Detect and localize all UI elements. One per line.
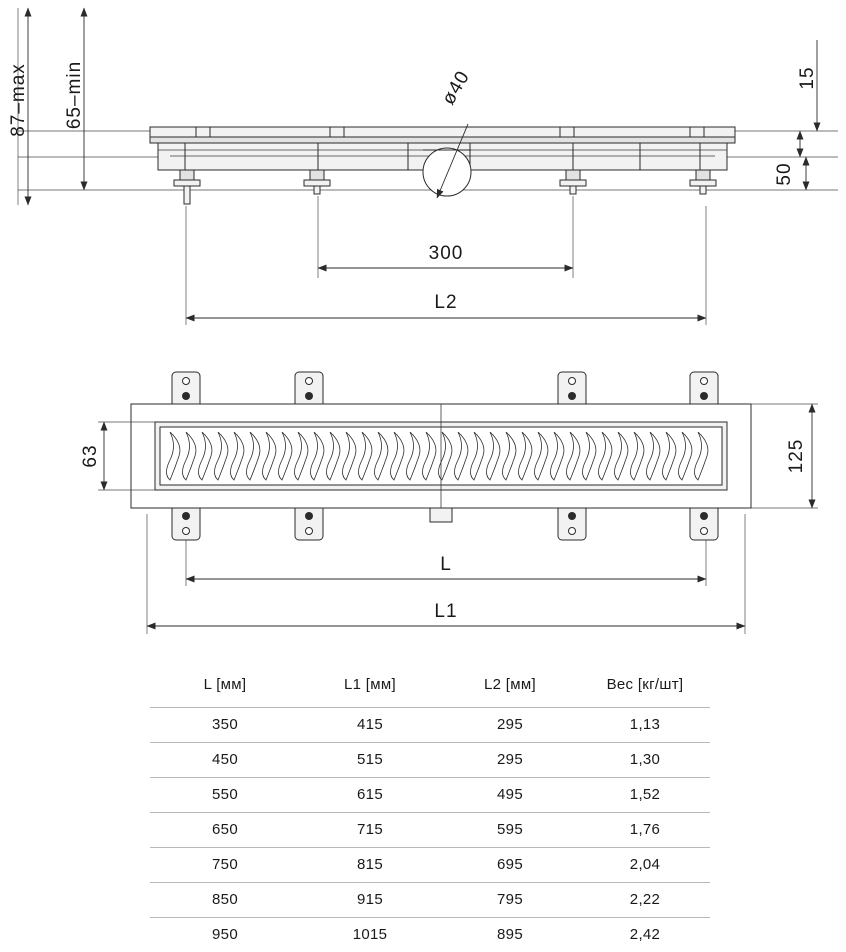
- dim-outlet-offset: 300: [429, 243, 464, 264]
- outlet-stub: [430, 508, 452, 522]
- table-row: [150, 918, 710, 952]
- side-view-group: [8, 8, 838, 325]
- cell-weight: 1,13: [580, 708, 710, 743]
- cell-weight: 1,76: [580, 813, 710, 848]
- table-row: [150, 708, 710, 743]
- cell-l: 450: [150, 743, 300, 778]
- cell-l: 850: [150, 883, 300, 918]
- mounting-bracket-bottom-3: [558, 508, 586, 540]
- table-header-row: [150, 668, 710, 708]
- dim-length-l2: L2: [434, 292, 457, 313]
- cell-l2: 295: [440, 708, 580, 743]
- cell-l: 350: [150, 708, 300, 743]
- cell-weight: 1,52: [580, 778, 710, 813]
- cell-l2: 495: [440, 778, 580, 813]
- cell-l2: 795: [440, 883, 580, 918]
- dim-grate-width: 63: [80, 444, 101, 467]
- dim-length-l1: L1: [434, 601, 457, 622]
- cell-l1: 1015: [300, 918, 440, 952]
- table-header-weight: Вес [кг/шт]: [580, 668, 710, 708]
- cell-weight: 1,30: [580, 743, 710, 778]
- table-header-l: L [мм]: [150, 668, 300, 708]
- cell-l2: 895: [440, 918, 580, 952]
- cell-l2: 595: [440, 813, 580, 848]
- cell-l2: 295: [440, 743, 580, 778]
- mounting-bracket-bottom-1: [172, 508, 200, 540]
- mounting-bracket-top-3: [558, 372, 586, 404]
- size-specification-table: [150, 668, 710, 952]
- dim-body-width: 125: [786, 439, 807, 474]
- cell-l1: 815: [300, 848, 440, 883]
- leg-3: [560, 170, 586, 194]
- dim-body-height: 50: [774, 162, 795, 185]
- outlet-pipe-circle: [423, 148, 471, 196]
- cell-l: 750: [150, 848, 300, 883]
- dim-height-max: 87–max: [8, 63, 29, 137]
- mounting-bracket-top-4: [690, 372, 718, 404]
- mounting-bracket-top-2: [295, 372, 323, 404]
- cell-l2: 695: [440, 848, 580, 883]
- mounting-bracket-bottom-4: [690, 508, 718, 540]
- leg-4: [690, 170, 716, 194]
- cell-l: 650: [150, 813, 300, 848]
- cell-l1: 415: [300, 708, 440, 743]
- leg-1: [174, 170, 200, 204]
- table-header-l1: L1 [мм]: [300, 668, 440, 708]
- cell-weight: 2,22: [580, 883, 710, 918]
- cell-l1: 515: [300, 743, 440, 778]
- dim-length-l: L: [440, 554, 452, 575]
- mounting-bracket-top-1: [172, 372, 200, 404]
- dim-outlet-diameter: ø40: [438, 67, 474, 108]
- cell-weight: 2,42: [580, 918, 710, 952]
- cell-l: 950: [150, 918, 300, 952]
- mounting-bracket-bottom-2: [295, 508, 323, 540]
- table-row: [150, 743, 710, 778]
- cell-l1: 915: [300, 883, 440, 918]
- table-row: [150, 848, 710, 883]
- cell-l: 550: [150, 778, 300, 813]
- table-row: [150, 883, 710, 918]
- flange-plate: [150, 137, 735, 143]
- dim-height-min: 65–min: [64, 61, 85, 129]
- leg-2: [304, 170, 330, 194]
- dim-flange-height: 15: [797, 66, 818, 89]
- cell-weight: 2,04: [580, 848, 710, 883]
- cell-l1: 615: [300, 778, 440, 813]
- cell-l1: 715: [300, 813, 440, 848]
- table-row: [150, 778, 710, 813]
- table-row: [150, 813, 710, 848]
- table-header-l2: L2 [мм]: [440, 668, 580, 708]
- grate-plate: [150, 127, 735, 137]
- top-view-group: [80, 372, 818, 634]
